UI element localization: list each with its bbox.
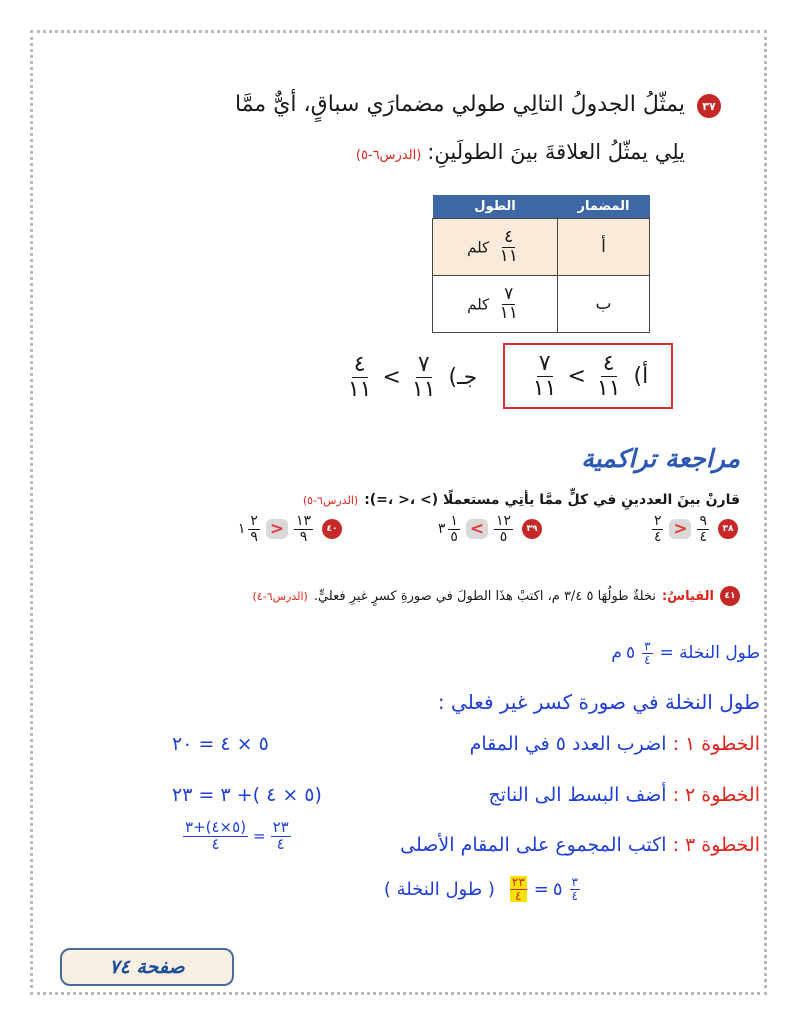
- improper-title: طول النخلة في صورة كسر غير فعلي :: [437, 690, 760, 714]
- fraction: $\frac{٢}{٩}$: [250, 513, 258, 545]
- unit-km: كلم: [467, 295, 490, 313]
- fraction: $\frac{٤}{١١}$: [347, 352, 372, 402]
- tracks-table: [432, 195, 650, 333]
- q41-text: نخلةٌ طولُهَا ٥ ٣/٤ م، اكتبْ هذَا الطولَ في صورةِ كسرٍ غيرِ فعليٍّ.: [313, 588, 656, 604]
- table-header-length: الطول: [433, 195, 558, 219]
- table-cell-track: أ: [558, 219, 650, 276]
- final-fraction-highlight: $\frac{٢٣}{٤}$: [511, 875, 525, 903]
- fraction: $\frac{٧}{١١}$: [499, 283, 518, 323]
- step-1-math: ٥ × ٤ = ٢٠: [172, 733, 269, 755]
- fraction: $\frac{٤}{١١}$: [499, 226, 518, 266]
- table-cell-length: [433, 276, 558, 333]
- step-2: [489, 784, 761, 806]
- review-item-38: [649, 514, 738, 544]
- step-1-label: الخطوة ١ :: [672, 733, 760, 755]
- q37-lesson-ref: (الدرس٦-٥): [355, 148, 422, 163]
- q41-lesson-ref: (الدرس٦-٤): [252, 589, 308, 603]
- palm-unit: م: [611, 643, 622, 664]
- question-number-39: ٣٩: [522, 519, 542, 539]
- q37-text-line1: يمثّلُ الجدولُ التالِي طولي مضمارَي سباقٍ، أيٌّ ممَّا: [235, 92, 685, 117]
- table-cell-length: [433, 219, 558, 276]
- table-header-track: المضمار: [558, 195, 650, 219]
- option-a-boxed[interactable]: [503, 343, 673, 409]
- whole-number: ١: [237, 521, 246, 538]
- compare-sign: >: [567, 363, 586, 389]
- step-3-text: اكتب المجموع على المقام الأصلى: [400, 834, 667, 856]
- question-number-37: ٣٧: [697, 94, 721, 118]
- q41-label: القياسُ:: [661, 588, 714, 604]
- option-a-label: أ): [633, 363, 649, 389]
- step-2-math: (٥ × ٤ )+ ٣ = ٢٣: [172, 784, 322, 806]
- table-cell-track: ب: [558, 276, 650, 333]
- compare-sign: <: [669, 519, 691, 539]
- fraction: $\frac{٩}{٤}$: [699, 513, 707, 545]
- compare-sign: >: [382, 364, 401, 390]
- table-row: [433, 219, 650, 276]
- review-title: مراجعة تراكمية: [581, 444, 740, 473]
- q37-text-line2: [356, 140, 685, 164]
- solution-palm-length: [611, 640, 760, 666]
- compare-sign: <: [266, 519, 288, 539]
- fraction: $\frac{٣}{٤}$: [644, 639, 651, 667]
- review-lesson-ref: (الدرس٦-٥): [302, 494, 359, 507]
- question-number-38: ٣٨: [718, 519, 738, 539]
- fraction: $\frac{٢}{٤}$: [653, 513, 662, 545]
- review-item-39: [438, 514, 542, 544]
- step-2-label: الخطوة ٢ :: [672, 784, 760, 806]
- palm-length-label: طول النخلة =: [659, 643, 760, 664]
- final-answer: $\frac{٣}{٤}$ ٥ = $\frac{٢٣}{٤}$ ( طول النخلة ): [383, 875, 578, 903]
- compare-sign: >: [466, 519, 488, 539]
- fraction: $\frac{٣}{٤}$: [571, 875, 578, 903]
- step-3: [400, 834, 760, 856]
- option-c[interactable]: [330, 352, 490, 402]
- unit-km: كلم: [467, 238, 490, 256]
- table-row: [433, 276, 650, 333]
- option-c-label: جـ): [448, 364, 478, 390]
- step-3-label: الخطوة ٣ :: [672, 834, 760, 856]
- fraction: $\frac{١}{٥}$: [450, 513, 458, 545]
- fraction: $\frac{٤}{١١}$: [596, 351, 621, 401]
- fraction: $\frac{٧}{١١}$: [532, 351, 557, 401]
- review-instruction: [303, 492, 740, 508]
- review-item-40: [238, 514, 342, 544]
- review-instruction-text: قارنْ بينَ العددينِ في كلٍّ ممَّا يأتِي مستعملًا (> ،< ،=):: [364, 492, 740, 508]
- fraction: $\frac{٢٣}{٤}$: [272, 818, 289, 853]
- palm-whole: ٥: [625, 643, 636, 664]
- step-1: [470, 733, 760, 755]
- step-3-math: $\frac{٢٣}{٤}$ = $\frac{(٥\times ٤)+٣}{٤}$: [185, 818, 289, 853]
- fraction: $\frac{١٢}{٥}$: [495, 513, 511, 545]
- final-label: ( طول النخلة ): [383, 878, 495, 900]
- question-number-40: ٤٠: [322, 519, 342, 539]
- q37-line2-text: يلِي يمثّلُ العلاقةَ بينَ الطولَينِ:: [427, 140, 685, 164]
- page-number-tab: صفحة ٧٤: [60, 948, 234, 986]
- step-2-text: أضف البسط الى الناتج: [488, 784, 667, 806]
- fraction: $\frac{٧}{١١}$: [411, 352, 436, 402]
- final-whole: ٥: [552, 878, 563, 900]
- question-number-41: ٤١: [720, 586, 740, 606]
- whole-number: ٣: [437, 521, 446, 538]
- fraction: $\frac{(٥\times ٤)+٣}{٤}$: [185, 818, 247, 853]
- step-1-text: اضرب العدد ٥ في المقام: [469, 733, 667, 755]
- q41: [252, 586, 740, 606]
- fraction: $\frac{١٣}{٩}$: [295, 513, 311, 545]
